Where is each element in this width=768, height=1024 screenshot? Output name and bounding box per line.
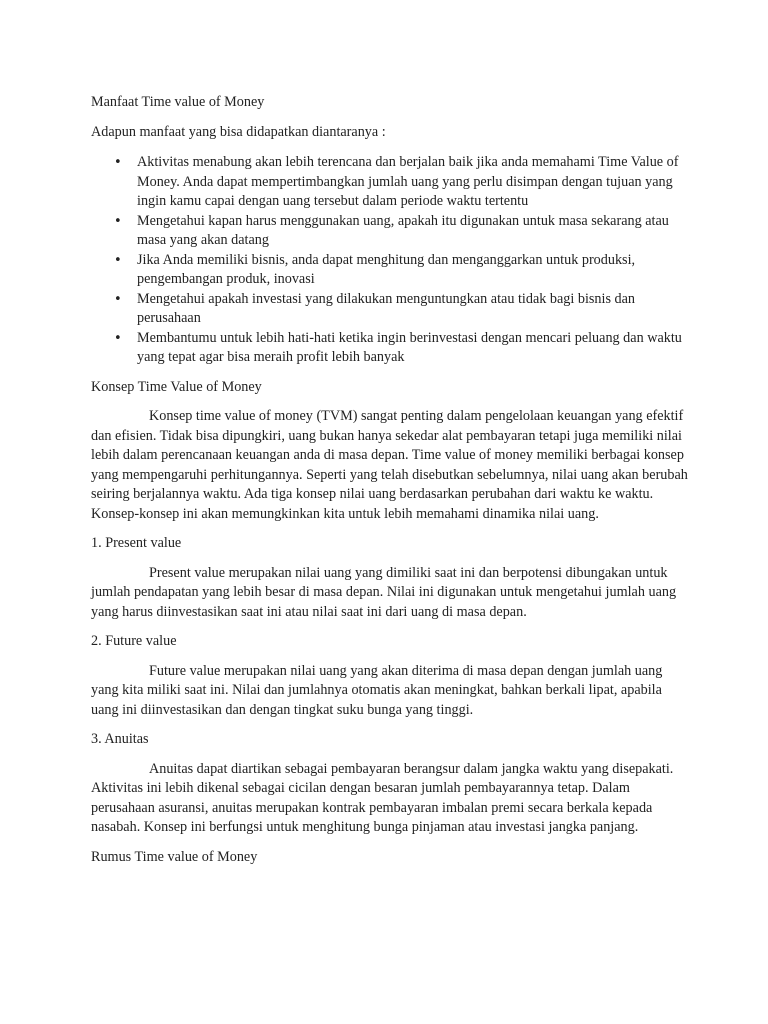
heading-future-value: 2. Future value xyxy=(91,633,177,649)
list-item: • Jika Anda memiliki bisnis, anda dapat menghitung dan menganggarkan untuk produksi, pengembangan produk, inovasi xyxy=(91,251,688,290)
heading-anuitas: 3. Anuitas xyxy=(91,731,149,747)
intro-text: Adapun manfaat yang bisa didapatkan diantaranya : xyxy=(91,123,386,140)
list-item: • Aktivitas menabung akan lebih terencana dan berjalan baik jika anda memahami Time Value of Money. Anda dapat mempertimbangkan jumlah uang yang perlu disimpan dengan tujuan yang ingin kamu capai dengan uang tersebut dalam periode waktu tertentu xyxy=(91,153,688,212)
heading-present-value: 1. Present value xyxy=(91,535,182,551)
heading-konsep: Konsep Time Value of Money xyxy=(91,378,262,395)
paragraph-konsep: Konsep time value of money (TVM) sangat penting dalam pengelolaan keuangan yang efektif dan efisien. Tidak bisa dipungkiri, uang bukan hanya sekedar alat pembayaran tetapi juga memiliki nilai lebih dalam perencanaan keuangan anda di masa depan. Time value of money memiliki berbagai konsep yang mempengaruhi perhitungannya. Seperti yang telah disebutkan sebelumnya, nilai uang akan berubah seiring berjalannya waktu. Ada tiga konsep nilai uang berdasarkan perubahan dari waktu ke waktu. Konsep-konsep ini akan memungkinkan kita untuk lebih memahami dinamika nilai uang. xyxy=(91,408,688,522)
paragraph-present-value: Present value merupakan nilai uang yang dimiliki saat ini dan berpotensi dibungakan untuk jumlah pendapatan yang lebih besar di masa depan. Nilai ini digunakan untuk mengetahui jumlah uang yang harus diinvestasikan saat ini atau nilai saat ini dari uang di masa depan. xyxy=(91,564,677,620)
list-item: • Mengetahui apakah investasi yang dilakukan menguntungkan atau tidak bagi bisnis dan perusahaan xyxy=(91,290,688,329)
list-item: • Mengetahui kapan harus menggunakan uang, apakah itu digunakan untuk masa sekarang atau masa yang akan datang xyxy=(91,212,688,251)
paragraph-future-value: Future value merupakan nilai uang yang akan diterima di masa depan dengan jumlah uang yang kita miliki saat ini. Nilai dan jumlahnya otomatis akan meningkat, bahkan berkali lipat, apabila uang ini diinvestasikan dan dengan tingkat suku bunga yang tinggi. xyxy=(91,662,663,718)
list-item: • Membantumu untuk lebih hati-hati ketika ingin berinvestasi dengan mencari peluang dan waktu yang tepat agar bisa meraih profit lebih banyak xyxy=(91,329,688,368)
benefits-list xyxy=(91,153,688,368)
heading-manfaat: Manfaat Time value of Money xyxy=(91,94,265,110)
paragraph-anuitas: Anuitas dapat diartikan sebagai pembayaran berangsur dalam jangka waktu yang disepakati. Aktivitas ini lebih dikenal sebagai cicilan dengan besaran jumlah pembayarannya tetap. Dalam perusahaan asuransi, anuitas merupakan kontrak pembayaran imbalan premi secara berkala kepada nasabah. Konsep ini berfungsi untuk menghitung bunga pinjaman atau investasi jangka panjang. xyxy=(91,760,674,835)
heading-rumus: Rumus Time value of Money xyxy=(91,848,258,865)
